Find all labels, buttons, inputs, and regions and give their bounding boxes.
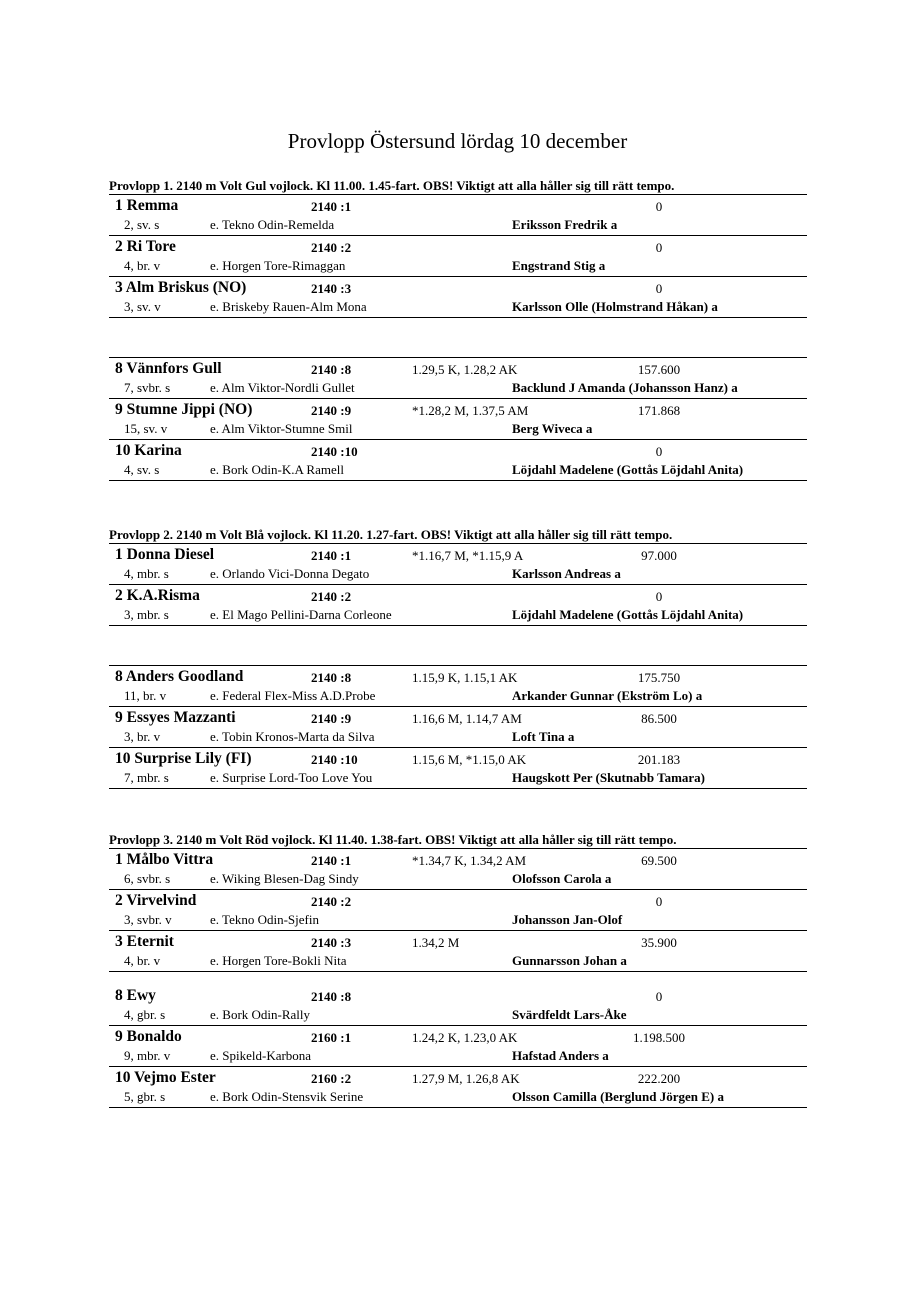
- page-title: Provlopp Östersund lördag 10 december: [287, 129, 628, 153]
- start-position: 2140 :1: [311, 199, 352, 214]
- driver-name: Hafstad Anders a: [512, 1048, 609, 1063]
- pedigree: e. El Mago Pellini-Darna Corleone: [210, 607, 392, 622]
- horse-name: 10 Vejmo Ester: [115, 1069, 216, 1086]
- driver-name: Olofsson Carola a: [512, 871, 612, 886]
- horse-entry: [109, 707, 807, 748]
- race-record: 1.29,5 K, 1.28,2 AK: [412, 362, 518, 377]
- earnings: 0: [655, 989, 663, 1004]
- pedigree: e. Briskeby Rauen-Alm Mona: [210, 299, 367, 314]
- earnings: 157.600: [637, 362, 681, 377]
- pedigree: e. Orlando Vici-Donna Degato: [210, 566, 370, 581]
- earnings: 175.750: [637, 670, 681, 685]
- pedigree: e. Spikeld-Karbona: [210, 1048, 312, 1063]
- horse-info: 11, br. v: [124, 688, 167, 703]
- horse-entry: [109, 931, 807, 972]
- horse-entry: [109, 399, 807, 440]
- earnings: 69.500: [641, 853, 677, 868]
- start-position: 2160 :2: [311, 1071, 352, 1086]
- horse-entry: [109, 236, 807, 277]
- driver-name: Haugskott Per (Skutnabb Tamara): [512, 770, 705, 785]
- pedigree: e. Tobin Kronos-Marta da Silva: [210, 729, 375, 744]
- driver-name: Löjdahl Madelene (Gottås Löjdahl Anita): [512, 462, 744, 477]
- horse-name: 10 Karina: [115, 442, 182, 459]
- horse-name: 2 K.A.Risma: [115, 587, 200, 604]
- horse-entry: [109, 358, 807, 399]
- race-header: Provlopp 2. 2140 m Volt Blå vojlock. Kl 11.20. 1.27-fart. OBS! Viktigt att alla håller sig till rätt tempo.: [109, 527, 807, 544]
- earnings: 201.183: [637, 752, 681, 767]
- race-header: Provlopp 1. 2140 m Volt Gul vojlock. Kl 11.00. 1.45-fart. OBS! Viktigt att alla håller sig till rätt tempo.: [109, 178, 807, 195]
- start-position: 2140 :8: [311, 670, 352, 685]
- driver-name: Engstrand Stig a: [512, 258, 606, 273]
- horse-group: [109, 849, 807, 972]
- horse-info: 5, gbr. s: [124, 1089, 166, 1104]
- pedigree: e. Federal Flex-Miss A.D.Probe: [210, 688, 376, 703]
- pedigree: e. Alm Viktor-Nordli Gullet: [210, 380, 355, 395]
- horse-entry: [109, 748, 807, 789]
- earnings: 222.200: [637, 1071, 681, 1086]
- driver-name: Olsson Camilla (Berglund Jörgen E) a: [512, 1089, 724, 1104]
- earnings: 171.868: [637, 403, 681, 418]
- horse-entry: [109, 1067, 807, 1108]
- race-record: 1.34,2 M: [412, 935, 460, 950]
- horse-info: 4, gbr. s: [124, 1007, 166, 1022]
- horse-entry: [109, 277, 807, 318]
- horse-info: 7, svbr. s: [124, 380, 171, 395]
- horse-info: 3, br. v: [124, 729, 161, 744]
- horse-info: 4, mbr. s: [124, 566, 169, 581]
- horse-info: 4, br. v: [124, 953, 161, 968]
- horse-info: 3, svbr. v: [124, 912, 172, 927]
- start-position: 2140 :8: [311, 362, 352, 377]
- start-position: 2160 :1: [311, 1030, 352, 1045]
- horse-name: 3 Alm Briskus (NO): [115, 279, 247, 296]
- driver-name: Backlund J Amanda (Johansson Hanz) a: [512, 380, 738, 395]
- start-position: 2140 :8: [311, 989, 352, 1004]
- horse-entry: [109, 666, 807, 707]
- horse-group: [109, 357, 807, 481]
- horse-entry: [109, 890, 807, 931]
- driver-name: Loft Tina a: [512, 729, 575, 744]
- race-section-3: [109, 832, 807, 1108]
- race-section-2: [109, 527, 807, 789]
- horse-name: 9 Stumne Jippi (NO): [115, 401, 253, 418]
- horse-name: 2 Ri Tore: [115, 238, 176, 255]
- race-record: *1.34,7 K, 1.34,2 AM: [412, 853, 527, 868]
- driver-name: Svärdfeldt Lars-Åke: [512, 1007, 627, 1022]
- horse-info: 15, sv. v: [124, 421, 168, 436]
- earnings: 0: [655, 281, 663, 296]
- race-section-1: [109, 178, 807, 481]
- pedigree: e. Bork Odin-Rally: [210, 1007, 311, 1022]
- horse-entry: [109, 849, 807, 890]
- earnings: 1.198.500: [633, 1030, 685, 1045]
- driver-name: Arkander Gunnar (Ekström Lo) a: [512, 688, 703, 703]
- horse-entry: [109, 544, 807, 585]
- horse-info: 2, sv. s: [124, 217, 160, 232]
- horse-info: 9, mbr. v: [124, 1048, 171, 1063]
- pedigree: e. Bork Odin-K.A Ramell: [210, 462, 344, 477]
- race-record: 1.15,9 K, 1.15,1 AK: [412, 670, 518, 685]
- horse-info: 6, svbr. s: [124, 871, 171, 886]
- start-position: 2140 :2: [311, 589, 352, 604]
- earnings: 97.000: [641, 548, 677, 563]
- pedigree: e. Tekno Odin-Sjefin: [210, 912, 319, 927]
- start-position: 2140 :3: [311, 281, 352, 296]
- pedigree: e. Horgen Tore-Bokli Nita: [210, 953, 347, 968]
- horse-name: 1 Målbo Vittra: [115, 851, 214, 868]
- driver-name: Johansson Jan-Olof: [512, 912, 623, 927]
- race-record: 1.24,2 K, 1.23,0 AK: [412, 1030, 518, 1045]
- earnings: 0: [655, 589, 663, 604]
- start-position: 2140 :10: [311, 444, 358, 459]
- horse-info: 3, sv. v: [124, 299, 161, 314]
- start-position: 2140 :9: [311, 711, 352, 726]
- start-position: 2140 :10: [311, 752, 358, 767]
- horse-name: 8 Anders Goodland: [115, 668, 244, 685]
- earnings: 86.500: [641, 711, 677, 726]
- horse-entry: [109, 985, 807, 1026]
- race-record: 1.27,9 M, 1.26,8 AK: [412, 1071, 520, 1086]
- horse-info: 4, br. v: [124, 258, 161, 273]
- horse-group: [109, 544, 807, 626]
- horse-name: 10 Surprise Lily (FI): [115, 750, 252, 767]
- race-record: *1.16,7 M, *1.15,9 A: [412, 548, 524, 563]
- horse-info: 3, mbr. s: [124, 607, 169, 622]
- start-position: 2140 :9: [311, 403, 352, 418]
- horse-entry: [109, 195, 807, 236]
- race-record: 1.15,6 M, *1.15,0 AK: [412, 752, 527, 767]
- start-position: 2140 :1: [311, 853, 352, 868]
- horse-entry: [109, 585, 807, 626]
- start-position: 2140 :3: [311, 935, 352, 950]
- earnings: 0: [655, 444, 663, 459]
- earnings: 0: [655, 240, 663, 255]
- earnings: 0: [655, 199, 663, 214]
- horse-name: 3 Eternit: [115, 933, 174, 950]
- horse-name: 8 Ewy: [115, 987, 156, 1004]
- start-position: 2140 :2: [311, 894, 352, 909]
- pedigree: e. Wiking Blesen-Dag Sindy: [210, 871, 359, 886]
- race-header: Provlopp 3. 2140 m Volt Röd vojlock. Kl 11.40. 1.38-fart. OBS! Viktigt att alla håller sig till rätt tempo.: [109, 832, 807, 849]
- horse-name: 1 Donna Diesel: [115, 546, 215, 563]
- horse-name: 8 Vännfors Gull: [115, 360, 222, 377]
- pedigree: e. Surprise Lord-Too Love You: [210, 770, 373, 785]
- horse-name: 2 Virvelvind: [115, 892, 197, 909]
- horse-group: [109, 665, 807, 789]
- horse-name: 1 Remma: [115, 197, 179, 214]
- start-position: 2140 :2: [311, 240, 352, 255]
- horse-name: 9 Essyes Mazzanti: [115, 709, 236, 726]
- driver-name: Karlsson Olle (Holmstrand Håkan) a: [512, 299, 718, 314]
- pedigree: e. Horgen Tore-Rimaggan: [210, 258, 346, 273]
- pedigree: e. Alm Viktor-Stumne Smil: [210, 421, 353, 436]
- race-record: 1.16,6 M, 1.14,7 AM: [412, 711, 522, 726]
- driver-name: Berg Wiveca a: [512, 421, 593, 436]
- horse-name: 9 Bonaldo: [115, 1028, 182, 1045]
- earnings: 35.900: [641, 935, 677, 950]
- driver-name: Eriksson Fredrik a: [512, 217, 618, 232]
- pedigree: e. Bork Odin-Stensvik Serine: [210, 1089, 364, 1104]
- start-position: 2140 :1: [311, 548, 352, 563]
- driver-name: Karlsson Andreas a: [512, 566, 621, 581]
- horse-entry: [109, 1026, 807, 1067]
- driver-name: Löjdahl Madelene (Gottås Löjdahl Anita): [512, 607, 744, 622]
- race-record: *1.28,2 M, 1.37,5 AM: [412, 403, 529, 418]
- pedigree: e. Tekno Odin-Remelda: [210, 217, 335, 232]
- horse-group: [109, 195, 807, 318]
- driver-name: Gunnarsson Johan a: [512, 953, 627, 968]
- horse-info: 4, sv. s: [124, 462, 160, 477]
- horse-info: 7, mbr. s: [124, 770, 169, 785]
- horse-entry: [109, 440, 807, 481]
- earnings: 0: [655, 894, 663, 909]
- horse-group: [109, 985, 807, 1108]
